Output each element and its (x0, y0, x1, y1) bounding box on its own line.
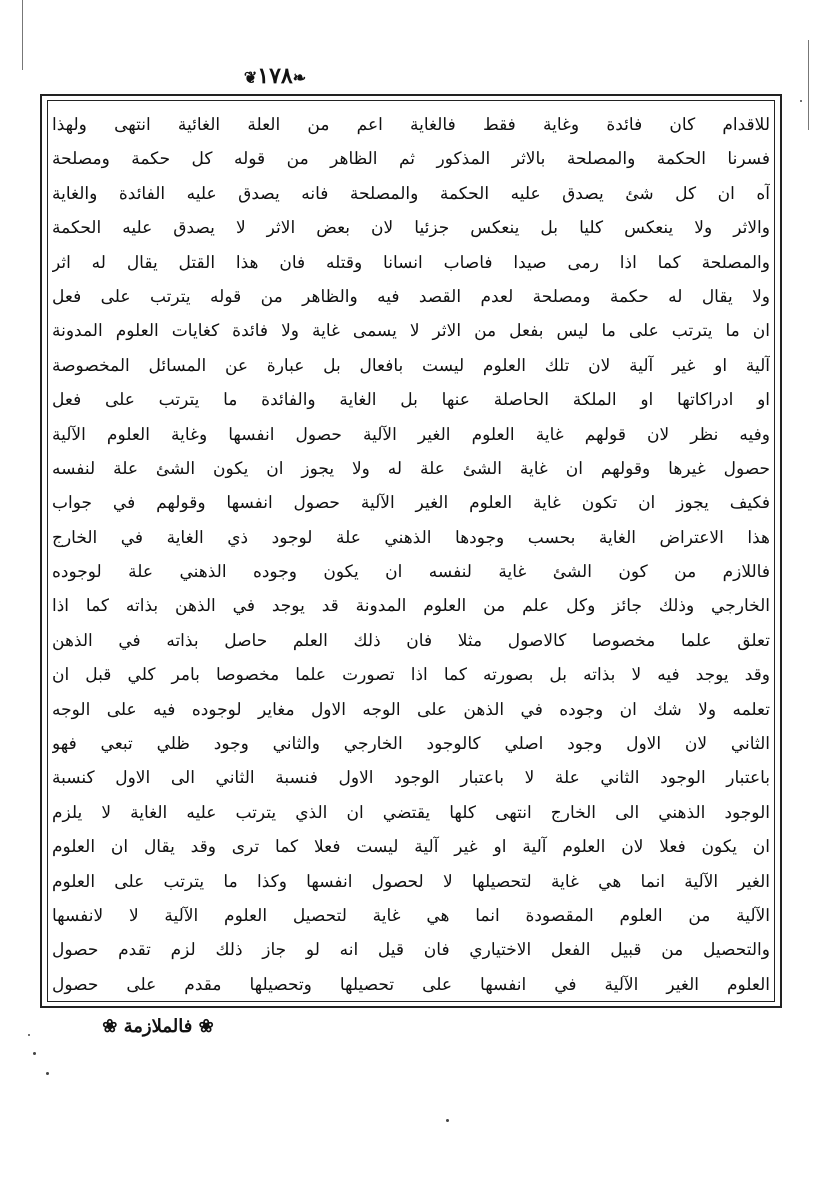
scan-speck (28, 1034, 30, 1036)
text-line: الغير الآلية انما هي غاية لتحصيلها لا لحصول انفسها وكذا ما يترتب على العلوم (52, 871, 770, 892)
text-line: باعتبار الوجود الثاني علة لا باعتبار الوجود الاول فنسبة الثاني الى الاول كنسبة (52, 768, 770, 789)
text-line: حصول غيرها وقولهم ان غاية الشئ علة له ولا يجوز ان يكون الشئ علة لنفسه (52, 458, 770, 479)
catchword-ornament-icon: ❀ (102, 1016, 118, 1037)
page-number-value: ١٧٨ (257, 63, 293, 89)
catchword (88, 1010, 228, 1044)
text-line: وقد يوجد فيه لا بذاته بل بصورته كما اذا تصورت علما مخصوصا بامر كلي قبل ان (52, 665, 770, 686)
text-line: والمصلحة كما اذا رمى صيدا فاصاب انسانا وقتله فان هذا القتل يقال له اثر (52, 252, 770, 273)
scan-speck (446, 1119, 449, 1122)
right-ornament-icon: ❧ (292, 68, 307, 87)
text-line: والاثر ولا ينعكس كليا بل ينعكس جزئيا لان بعض الاثر لا يصدق عليه الحكمة (52, 218, 770, 239)
text-line: للاقدام كان فائدة وغاية فقط فالغاية اعم من العلة الغائية انتهى ولهذا (52, 115, 770, 135)
text-line: فكيف يجوز ان تكون غاية العلوم الغير الآلية حصول انفسها وقولهم في جواب (52, 493, 770, 514)
text-line: ان ما يترتب على ما ليس بفعل من الاثر لا يسمى غاية ولا فائدة كغايات العلوم المدونة (52, 321, 770, 342)
manuscript-text-block (52, 108, 770, 996)
text-line: تعلق علما مخصوصا كالاصول مثلا فان ذلك العلم حاصل بذاته في الذهن (52, 630, 770, 651)
scan-speck (800, 100, 802, 102)
catchword-text: فالملازمة (123, 1016, 193, 1037)
text-line: ولا يقال له حكمة ومصلحة لعدم القصد فيه والظاهر من قوله يترتب على فعل (52, 286, 770, 307)
text-line: العلوم الغير الآلية في انفسها على تحصيلها وتحصيلها مقدم على حصول (52, 974, 770, 995)
scan-speck (46, 1072, 49, 1075)
text-line: فسرنا الحكمة والمصلحة بالاثر المذكور ثم الظاهر من قوله كل حكمة ومصلحة (52, 149, 770, 170)
text-line: فاللازم من كون الشئ غاية لنفسه ان يكون وجوده الذهني علة لوجوده (52, 562, 770, 583)
page-number (230, 62, 320, 90)
left-ornament-icon: ❦ (243, 68, 258, 87)
text-line: آلية او غير آلية لان تلك العلوم ليست بافعال بل عبارة عن المسائل المخصوصة (52, 355, 770, 376)
scan-edge-mark (808, 40, 809, 130)
text-line: تعلمه ولا شك ان وجوده في الذهن على الوجه الاول مغاير لوجوده فيه على الوجه (52, 699, 770, 720)
text-line: والتحصيل من قبيل الفعل الاختياري فان قيل انه لو جاز ذلك لزم تقدم حصول (52, 940, 770, 961)
text-line: وفيه نظر لان قولهم غاية العلوم الغير الآلية حصول انفسها وغاية العلوم الآلية (52, 424, 770, 445)
text-line: ان يكون فعلا لان العلوم آلية او غير آلية ليست فعلا كما ترى وقد يقال ان العلوم (52, 837, 770, 858)
scan-speck (33, 1052, 36, 1055)
catchword-ornament-icon: ❀ (198, 1016, 214, 1037)
text-line: او ادراكاتها او الملكة الحاصلة عنها بل الغاية والفائدة ما يترتب على فعل (52, 390, 770, 411)
text-line: هذا الاعتراض الغاية بحسب وجودها الذهني علة لوجود ذي الغاية في الخارج (52, 527, 770, 548)
scan-edge-mark (22, 0, 23, 70)
text-line: الآلية من العلوم المقصودة انما هي غاية لتحصيل العلوم الآلية لا لانفسها (52, 905, 770, 926)
text-line: الوجود الذهني الى الخارج انتهى كلها يقتضي ان الذي يترتب عليه الغاية لا يلزم (52, 802, 770, 823)
text-line: آه ان كل شئ يصدق عليه الحكمة والمصلحة فانه يصدق عليه الفائدة والغاية (52, 183, 770, 204)
text-line: الخارجي وذلك جائز وكل علم من العلوم المدونة قد يوجد في الذهن بذاته كما اذا (52, 596, 770, 617)
text-line: الثاني لان الاول وجود اصلي كالوجود الخارجي والثاني وجود ظلي تبعي فهو (52, 734, 770, 755)
